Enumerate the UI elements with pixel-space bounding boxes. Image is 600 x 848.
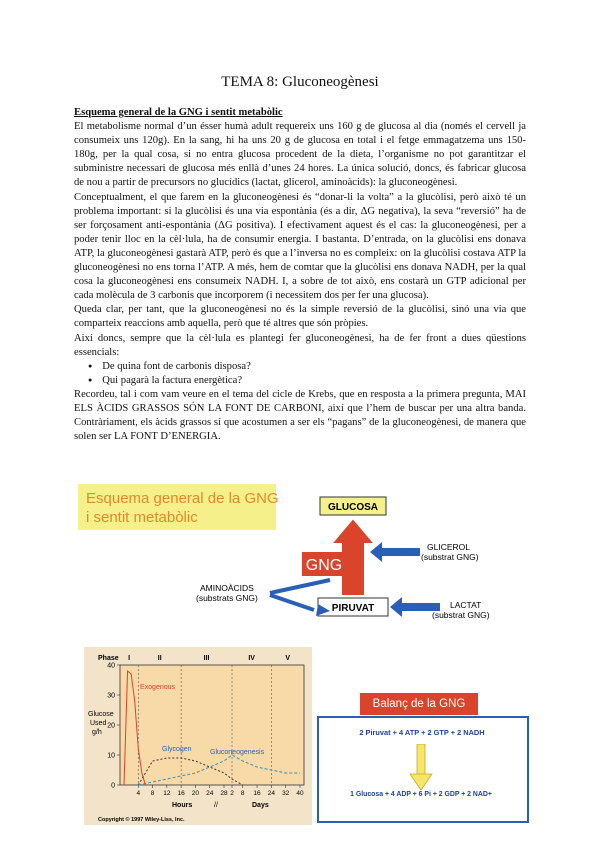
y-tick-label: 40 [107,662,115,670]
y-tick-label: 20 [107,722,115,730]
copyright: Copyright © 1997 Wiley-Liss, Inc. [98,817,185,823]
scheme-title-line1: Esquema general de la GNG [86,490,279,507]
aminoacids-arrow [270,580,330,593]
paragraph-4: Així doncs, sempre que la cèl·lula es plantegi fer gluconeogènesi, ha de fer front a dues qüestions essencials: [74,332,526,358]
xunit-days: Days [252,802,269,809]
aminoacids-sub: (substrats GNG) [196,593,258,603]
series-label-exogenous: Exogenous [140,684,176,691]
phase-numeral: V [285,655,291,662]
phase-label: Phase [98,655,119,662]
section-heading: Esquema general de la GNG i sentit metabòlic [74,107,283,118]
glucosa-label: GLUCOSA [328,502,378,513]
x-tick-label: 4 [136,790,141,797]
ylabel-glucose: Glucose [88,711,114,718]
x-tick-label: 28 [220,790,228,797]
series-label-glycogen: Glycogen [162,746,192,753]
scheme-title-line2: i sentit metabòlic [86,509,198,526]
y-tick-label: 30 [107,692,115,700]
aminoacids-arrow [270,595,314,610]
aminoacids-label: AMINOÀCIDS [200,583,254,593]
lactat-sub: (substrat GNG) [432,610,490,620]
x-tick-label: 2 [230,790,234,797]
x-tick-label: 8 [150,790,155,797]
x-tick-label: 20 [191,790,200,797]
bullet-item: ● Qui pagarà la factura energètica? [104,374,526,388]
paragraph-1: El metabolisme normal d’un ésser humà adult requereix uns 160 g de glucosa al dia (només el cervell ja consumeix uns 120g). En la sang, hi ha uns 20 g de glucosa en total i el fetge emmagatzema uns 150-180g, per la qual cosa, si no entra glucosa procedent de la dieta, l’organisme no pot garantitzar el subministre necessari de glucosa més enllà d’unes 24 hores. La única solució, doncs, és fabricar glucosa de nou a partir de precursors no glucídics (lactat, glicerol, aminoàcids): la gluconeogènesi. [74,121,526,189]
glicerol-sub: (substrat GNG) [421,552,479,562]
phase-numeral: II [157,655,162,662]
series-label-gluconeogenesis: Gluconeogenesis [210,749,265,756]
y-tick-label: 0 [111,782,115,790]
x-tick-label: 16 [177,790,185,797]
balance-title: Balanç de la GNG [360,693,478,715]
paragraph-5: Recordeu, tal i com vam veure en el tema del cicle de Krebs, que en resposta a la primera pregunta, MAI ELS ÀCIDS GRASSOS SÓN LA FONT DE CARBONI, així que l’hem de buscar per una altra banda. Contràriament, els àcids grassos sí que acostumen a ser els “pagans” de la gluconeogènesi, de manera que solen ser LA FONT D’ENERGIA. [74,388,526,443]
phase-numeral: I [128,655,131,662]
page-title: TEMA 8: Gluconeogènesi [221,74,379,90]
x-tick-label: 8 [240,790,245,797]
bullet-item: ● De quina font de carbonis disposa? [104,360,526,374]
balance-line-reactants: 2 Piruvat + 4 ATP + 2 GTP + 2 NADH [359,728,485,737]
paragraph-2: Conceptualment, el que farem en la gluconeogènesi és “donar-li la volta” a la glucòlisi, però això té un problema important: si la glucòlisi és una via espontània (és a dir, ΔG negativa), la seva “reversió” ha de ser forçosament anti-espontània (ΔG positiva). I efectivament aquest és el cas: la gluconeogènesi, per a poder tenir lloc en la cèl·lula, ha de consumir energia. I bastanta. D’entrada, on la glucòlisi ens donava ATP, la gluconeogènesi gastarà ATP, però és que a l’inversa no es compleix: on la glucòlisi costava ATP la gluconeogènesi no ens torna l’ATP. A més, hem de comtar que la glucòlisi ens donava NADH, per la qual cosa la gluconeogènesi ens consumeix NADH. I, a sobre de tot això, ens costarà un GTP adicional per cada molècula de 3 carbonis que incorporem (i necessitem dos per fer una glucosa). [74,191,526,302]
glicerol-label: GLICEROL [427,542,470,552]
x-tick-label: 32 [282,790,290,797]
x-tick-label: 24 [206,790,214,797]
piruvat-label: PIRUVAT [331,603,375,614]
ylabel-used: Used [90,720,107,727]
graph-plot-area [120,665,304,785]
lactat-label: LACTAT [450,600,482,610]
gng-label: GNG [305,557,343,574]
phase-numeral: IV [248,655,255,662]
axis-break-mark: // [214,802,218,809]
bullet-list [74,360,526,388]
y-tick-label: 10 [107,752,115,760]
balance-arrow-head [410,774,432,790]
gng-scheme-figure [0,478,600,638]
x-tick-label: 16 [253,790,261,797]
ylabel-unit: g/h [92,729,102,736]
x-tick-label: 24 [267,790,275,797]
balance-line-products: 1 Glucosa + 4 ADP + 6 Pi + 2 GDP + 2 NAD+ [350,791,492,798]
glucose-usage-graph [84,647,314,827]
xunit-hours: Hours [172,802,193,809]
paragraph-3: Queda clar, per tant, que la gluconeogènesi no és la simple reversió de la glucòlisi, sinó una via que comparteix reaccions amb aquella, però que té altres que són pròpies. [74,304,526,330]
x-tick-label: 40 [296,790,304,797]
balance-arrow [406,744,436,794]
phase-numeral: III [203,655,210,662]
glicerol-arrow [370,542,420,562]
x-tick-label: 12 [163,790,171,797]
balance-arrow-shaft [417,744,425,776]
document-body [74,106,526,444]
